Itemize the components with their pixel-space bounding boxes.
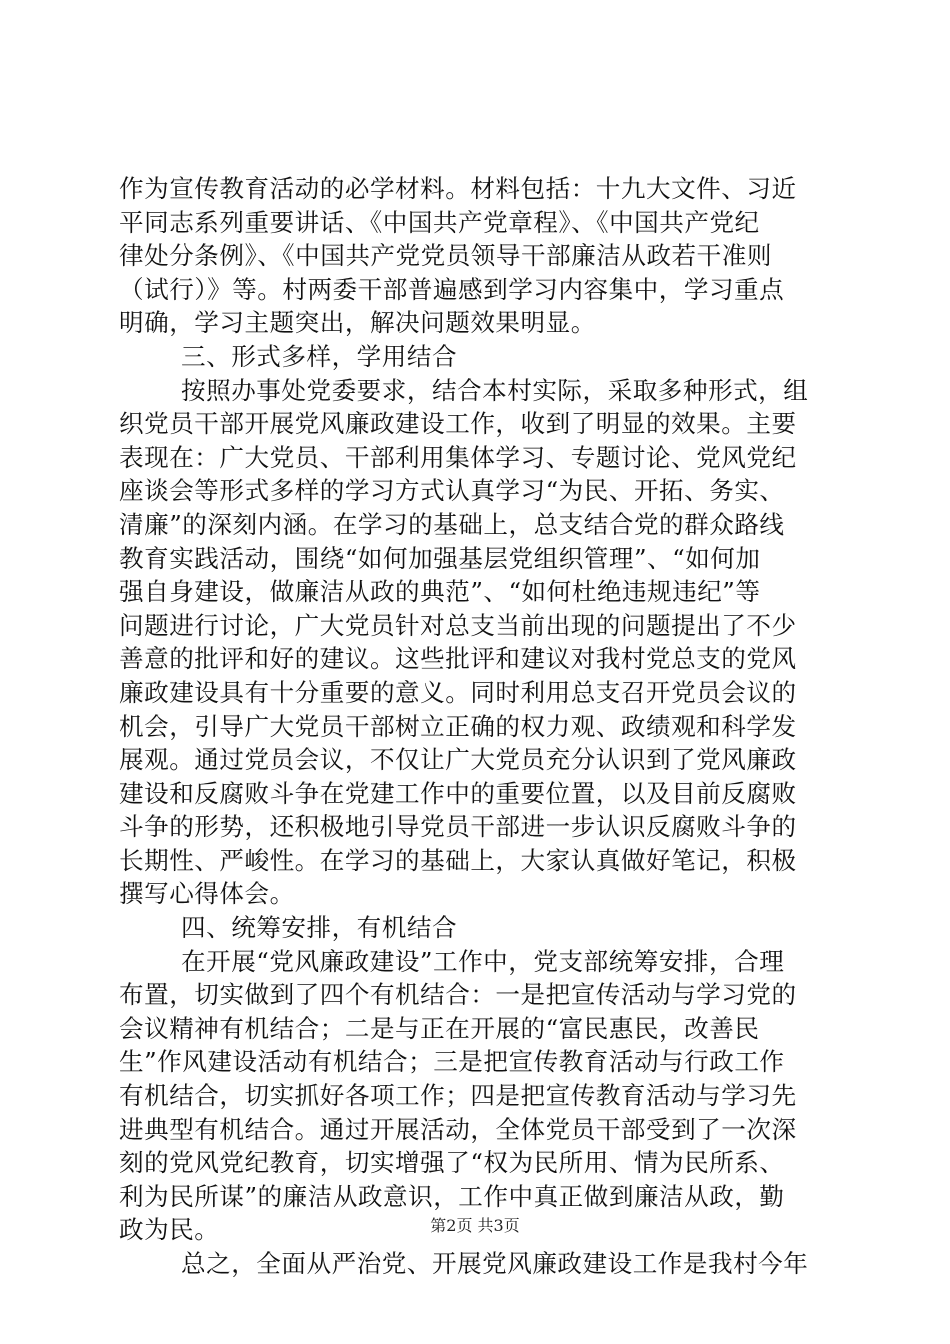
text-line: 撰写心得体会。	[119, 879, 295, 909]
text-line: 建设和反腐败斗争在党建工作中的重要位置，以及目前反腐败	[119, 778, 797, 808]
text-line: 在开展“党风廉政建设”工作中，党支部统筹安排，合理	[181, 946, 785, 976]
text-line: 布置，切实做到了四个有机结合：一是把宣传活动与学习党的	[119, 980, 797, 1010]
text-line: 教育实践活动，围绕“如何加强基层党组织管理”、“如何加	[119, 543, 761, 573]
text-line: 会议精神有机结合；二是与正在开展的“富民惠民，改善民	[119, 1013, 760, 1043]
text-line: 进典型有机结合。通过开展活动，全体党员干部受到了一次深	[119, 1114, 797, 1144]
document-body	[119, 172, 839, 1281]
text-line: 善意的批评和好的建议。这些批评和建议对我村党总支的党风	[119, 644, 797, 674]
text-line: 按照办事处党委要求，结合本村实际，采取多种形式，组	[181, 375, 809, 405]
text-line: 问题进行讨论，广大党员针对总支当前出现的问题提出了不少	[119, 610, 797, 640]
text-line: （试行）》等。村两委干部普遍感到学习内容集中，学习重点	[119, 274, 785, 304]
text-line: 展观。通过党员会议，不仅让广大党员充分认识到了党风廉政	[119, 745, 797, 775]
text-line: 表现在：广大党员、干部利用集体学习、专题讨论、党风党纪	[119, 442, 797, 472]
text-line: 生”作风建设活动有机结合；三是把宣传教育活动与行政工作	[119, 1047, 785, 1077]
text-line: 强自身建设，做廉洁从政的典范”、“如何杜绝违规违纪”等	[119, 577, 761, 607]
text-line: 廉政建设具有十分重要的意义。同时利用总支召开党员会议的	[119, 677, 797, 707]
text-line: 利为民所谋”的廉洁从政意识，工作中真正做到廉洁从政，勤	[119, 1181, 785, 1211]
text-line: 织党员干部开展党风廉政建设工作，收到了明显的效果。主要	[119, 409, 797, 439]
text-line: 律处分条例》、《中国共产党党员领导干部廉洁从政若干准则	[119, 241, 772, 271]
text-line: 平同志系列重要讲话、《中国共产党章程》、《中国共产党纪	[119, 207, 760, 237]
text-line: 政为民。	[119, 1215, 220, 1245]
text-line: 四、统筹安排，有机结合	[181, 913, 458, 943]
text-line: 作为宣传教育活动的必学材料。材料包括：十九大文件、习近	[119, 174, 797, 203]
text-line: 有机结合，切实抓好各项工作；四是把宣传教育活动与学习先	[119, 1081, 797, 1111]
text-line: 机会，引导广大党员干部树立正确的权力观、政绩观和科学发	[119, 711, 797, 741]
text-line: 三、形式多样，学用结合	[181, 341, 458, 371]
page-footer: 第2页 共3页	[430, 1216, 520, 1235]
text-line: 总之，全面从严治党、开展党风廉政建设工作是我村今年	[181, 1249, 809, 1278]
text-line: 座谈会等形式多样的学习方式认真学习“为民、开拓、务实、	[119, 476, 785, 506]
text-line: 清廉”的深刻内涵。在学习的基础上，总支结合党的群众路线	[119, 509, 785, 539]
text-line: 明确，学习主题突出，解决问题效果明显。	[119, 308, 596, 338]
text-line: 长期性、严峻性。在学习的基础上，大家认真做好笔记，积极	[119, 845, 797, 875]
text-line: 刻的党风党纪教育，切实增强了“权为民所用、情为民所系、	[119, 1148, 785, 1178]
text-line: 斗争的形势，还积极地引导党员干部进一步认识反腐败斗争的	[119, 812, 797, 842]
